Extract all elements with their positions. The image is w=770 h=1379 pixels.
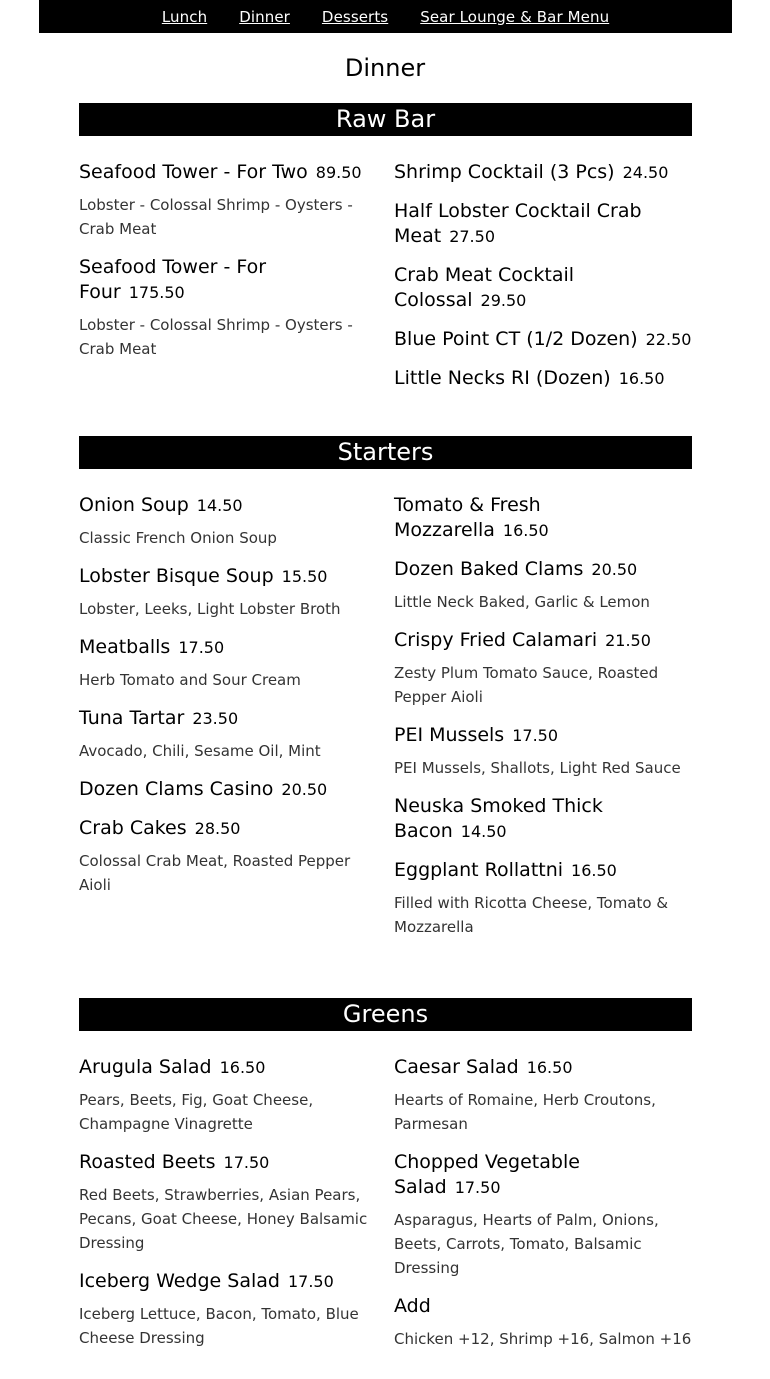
menu-item bbox=[79, 1269, 369, 1350]
item-description: Herb Tomato and Sour Cream bbox=[79, 671, 301, 689]
item-price: 17.50 bbox=[454, 1178, 501, 1197]
item-description: Iceberg Lettuce, Bacon, Tomato, Blue Cheese Dressing bbox=[79, 1305, 359, 1347]
section-header: Starters bbox=[79, 436, 692, 469]
item-price: 16.50 bbox=[571, 861, 617, 880]
item-description: Lobster - Colossal Shrimp - Oysters - Crab Meat bbox=[79, 316, 353, 358]
item-name: Chopped Vegetable Salad bbox=[394, 1151, 580, 1198]
item-name: Caesar Salad bbox=[394, 1056, 519, 1078]
section-raw-bar bbox=[79, 103, 692, 389]
menu-item bbox=[79, 564, 369, 621]
menu-item bbox=[394, 160, 692, 185]
item-name: Tuna Tartar bbox=[79, 707, 185, 729]
menu-item bbox=[394, 858, 692, 939]
item-description: Lobster - Colossal Shrimp - Oysters - Crab Meat bbox=[79, 196, 353, 238]
item-price: 28.50 bbox=[194, 819, 241, 838]
menu-item bbox=[394, 327, 692, 352]
item-name: Seafood Tower - For Four bbox=[79, 256, 267, 303]
item-description: Filled with Ricotta Cheese, Tomato & Mozzarella bbox=[394, 894, 669, 936]
greens-left-column bbox=[79, 1055, 369, 1364]
item-name: Blue Point CT (1/2 Dozen) bbox=[394, 328, 638, 350]
item-name: Neuska Smoked Thick Bacon bbox=[394, 795, 603, 842]
item-name: Dozen Clams Casino bbox=[79, 778, 274, 800]
menu-item bbox=[394, 628, 692, 709]
item-description: Colossal Crab Meat, Roasted Pepper Aioli bbox=[79, 852, 351, 894]
item-name: Lobster Bisque Soup bbox=[79, 565, 274, 587]
item-price: 22.50 bbox=[645, 330, 692, 349]
item-name: Tomato & Fresh Mozzarella bbox=[394, 494, 541, 541]
menu-item bbox=[79, 635, 369, 692]
nav-link-desserts[interactable]: Desserts bbox=[321, 7, 389, 26]
item-price: 15.50 bbox=[281, 567, 328, 586]
item-name: Shrimp Cocktail (3 Pcs) bbox=[394, 161, 615, 183]
menu-item bbox=[79, 255, 279, 305]
item-description: Chicken +12, Shrimp +16, Salmon +16 bbox=[394, 1330, 692, 1348]
menu-item bbox=[79, 816, 369, 897]
item-price: 23.50 bbox=[192, 709, 239, 728]
starters-right-column bbox=[394, 493, 692, 953]
item-name: Roasted Beets bbox=[79, 1151, 216, 1173]
item-description: Red Beets, Strawberries, Asian Pears, Pecans, Goat Cheese, Honey Balsamic Dressing bbox=[79, 1186, 368, 1252]
item-price: 175.50 bbox=[128, 283, 185, 302]
menu-item bbox=[394, 1150, 692, 1280]
item-price: 14.50 bbox=[460, 822, 507, 841]
top-nav bbox=[39, 0, 732, 33]
menu-item bbox=[394, 263, 594, 313]
item-name: Crab Meat Cocktail Colossal bbox=[394, 264, 575, 311]
menu-item bbox=[394, 366, 692, 391]
item-description: Avocado, Chili, Sesame Oil, Mint bbox=[79, 742, 321, 760]
item-price: 21.50 bbox=[605, 631, 651, 650]
page-title: Dinner bbox=[344, 54, 426, 82]
item-description: Pears, Beets, Fig, Goat Cheese, Champagne Vinagrette bbox=[79, 1091, 314, 1133]
item-description: PEI Mussels, Shallots, Light Red Sauce bbox=[394, 759, 681, 777]
item-name: Iceberg Wedge Salad bbox=[79, 1270, 280, 1292]
raw-bar-left-column bbox=[79, 160, 369, 361]
item-name: Dozen Baked Clams bbox=[394, 558, 584, 580]
item-price: 17.50 bbox=[287, 1272, 334, 1291]
menu-item bbox=[79, 160, 369, 241]
item-name: Crab Cakes bbox=[79, 817, 187, 839]
menu-item bbox=[394, 1294, 692, 1351]
item-description: Little Neck Baked, Garlic & Lemon bbox=[394, 593, 650, 611]
menu-item bbox=[394, 493, 594, 543]
item-name: Eggplant Rollattni bbox=[394, 859, 564, 881]
item-description: Zesty Plum Tomato Sauce, Roasted Pepper Aioli bbox=[394, 664, 659, 706]
nav-link-sear-lounge-bar-menu[interactable]: Sear Lounge & Bar Menu bbox=[420, 7, 610, 26]
item-price: 17.50 bbox=[223, 1153, 270, 1172]
item-price: 27.50 bbox=[449, 227, 495, 246]
menu-item bbox=[79, 493, 369, 550]
item-name: Add bbox=[394, 1295, 431, 1317]
item-price: 16.50 bbox=[219, 1058, 266, 1077]
item-price: 29.50 bbox=[480, 291, 527, 310]
item-description: Lobster, Leeks, Light Lobster Broth bbox=[79, 600, 341, 618]
menu-item bbox=[394, 794, 604, 844]
item-price: 17.50 bbox=[178, 638, 225, 657]
item-name: Seafood Tower - For Two bbox=[79, 161, 308, 183]
item-name: PEI Mussels bbox=[394, 724, 505, 746]
item-price: 17.50 bbox=[512, 726, 559, 745]
item-name: Arugula Salad bbox=[79, 1056, 212, 1078]
menu-item bbox=[79, 1150, 369, 1255]
item-name: Crispy Fried Calamari bbox=[394, 629, 598, 651]
section-greens bbox=[79, 998, 692, 1348]
item-description: Asparagus, Hearts of Palm, Onions, Beets, Carrots, Tomato, Balsamic Dressing bbox=[394, 1211, 659, 1277]
greens-right-column bbox=[394, 1055, 692, 1365]
item-price: 16.50 bbox=[502, 521, 549, 540]
item-price: 24.50 bbox=[622, 163, 669, 182]
starters-left-column bbox=[79, 493, 369, 911]
item-price: 16.50 bbox=[618, 369, 665, 388]
menu-item bbox=[394, 557, 692, 614]
section-header: Raw Bar bbox=[79, 103, 692, 136]
menu-item bbox=[79, 706, 369, 763]
item-price: 89.50 bbox=[315, 163, 362, 182]
item-name: Half Lobster Cocktail Crab Meat bbox=[394, 200, 642, 247]
item-name: Little Necks RI (Dozen) bbox=[394, 367, 611, 389]
item-price: 20.50 bbox=[591, 560, 638, 579]
item-name: Meatballs bbox=[79, 636, 171, 658]
item-name: Onion Soup bbox=[79, 494, 189, 516]
section-starters bbox=[79, 436, 692, 936]
item-price: 20.50 bbox=[281, 780, 328, 799]
item-price: 14.50 bbox=[196, 496, 243, 515]
item-description: Hearts of Romaine, Herb Croutons, Parmesan bbox=[394, 1091, 656, 1133]
menu-item bbox=[79, 777, 369, 802]
nav-link-dinner[interactable]: Dinner bbox=[239, 7, 290, 26]
menu-item bbox=[394, 1055, 692, 1136]
item-price: 16.50 bbox=[526, 1058, 573, 1077]
menu-item bbox=[79, 1055, 369, 1136]
raw-bar-right-column bbox=[394, 160, 692, 405]
section-header: Greens bbox=[79, 998, 692, 1031]
menu-item bbox=[394, 723, 692, 780]
nav-link-lunch[interactable]: Lunch bbox=[161, 7, 208, 26]
item-description: Classic French Onion Soup bbox=[79, 529, 277, 547]
menu-item bbox=[394, 199, 692, 249]
